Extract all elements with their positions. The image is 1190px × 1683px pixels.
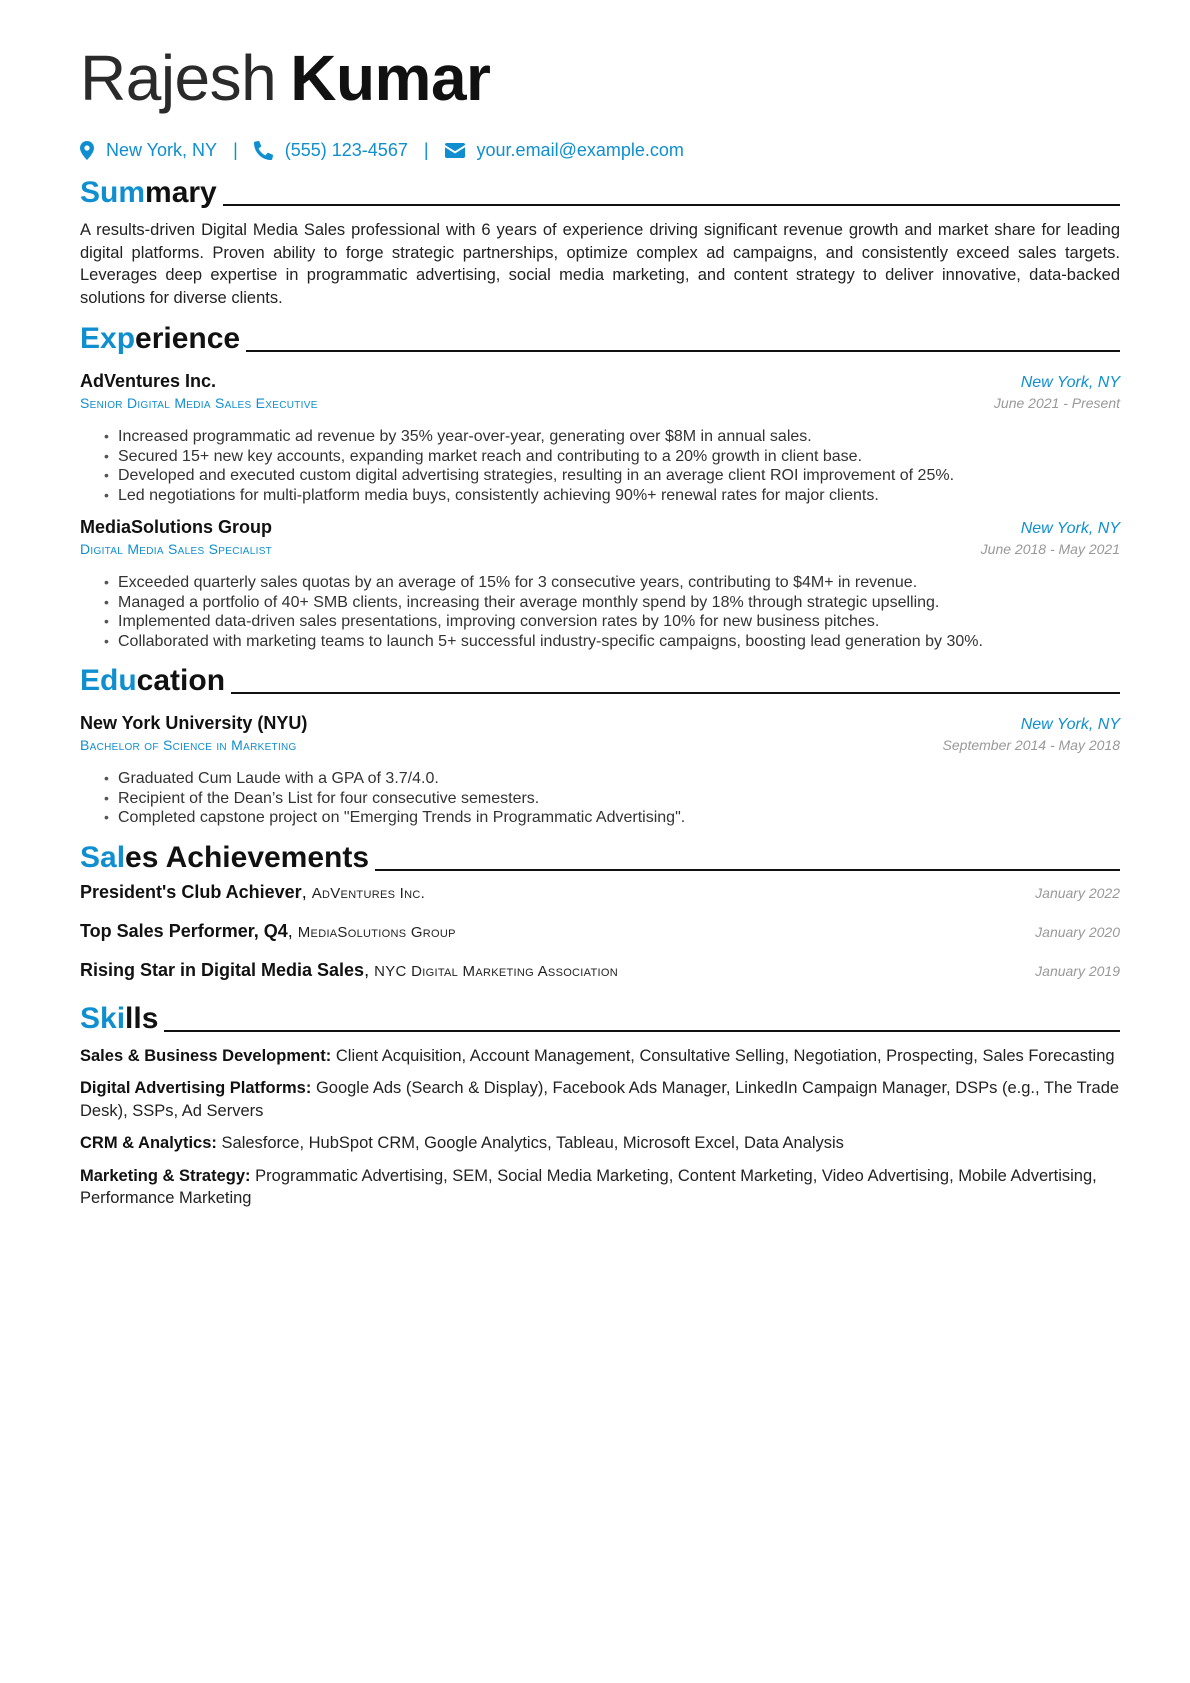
skill-label: Digital Advertising Platforms: — [80, 1079, 312, 1097]
bullet-list — [80, 427, 1120, 505]
phone-text: (555) 123-4567 — [284, 139, 408, 160]
experience-section — [80, 321, 1120, 651]
list-item: • Graduated Cum Laude with a GPA of 3.7/4.0. — [104, 769, 1120, 789]
list-item: • Increased programmatic ad revenue by 35% year-over-year, generating over $8M in annual sales. — [104, 427, 1120, 447]
email-link[interactable]: your.email@example.com — [476, 139, 684, 160]
list-item: • Collaborated with marketing teams to launch 5+ successful industry-specific campaigns, boosting lead generation by 30%. — [104, 632, 1120, 652]
first-name: Rajesh — [80, 42, 277, 114]
achievement-title: Rising Star in Digital Media Sales — [80, 959, 365, 980]
section-title: Experience — [80, 322, 241, 355]
section-heading — [80, 175, 1120, 211]
section-rule — [246, 350, 1120, 352]
education-entry — [80, 713, 1120, 828]
entry-date: September 2014 - May 2018 — [942, 737, 1120, 753]
list-item: • Implemented data-driven sales presentations, improving conversion rates by 10% for new business pitches. — [104, 612, 1120, 632]
achievement-date: January 2019 — [1035, 962, 1120, 979]
contact-separator: | — [423, 139, 429, 160]
skill-row — [80, 1165, 1120, 1210]
skill-label: Marketing & Strategy: — [80, 1166, 251, 1185]
map-marker-icon — [80, 141, 94, 160]
list-item: • Completed capstone project on "Emerging Trends in Programmatic Advertising". — [104, 808, 1120, 828]
achievements-section — [80, 840, 1120, 999]
skill-label: CRM & Analytics: — [80, 1134, 217, 1152]
section-rule — [223, 204, 1120, 206]
summary-text: A results-driven Digital Media Sales professional with 6 years of experience driving significant revenue growth and market share for leading digital platforms. Proven ability to forge strategic partnerships, optimize complex ad campaigns, and consistently exceed sales targets. Leverages deep expertise in programmatic advertising, social media marketing, and content strategy to deliver innovative, data-backed solutions for diverse clients. — [80, 221, 1120, 307]
section-title: Skills — [80, 1001, 159, 1035]
achievement-date: January 2022 — [1035, 884, 1120, 901]
summary-section — [80, 175, 1120, 309]
list-item: • Developed and executed custom digital advertising strategies, resulting in an average client ROI improvement of 25%. — [104, 466, 1120, 486]
section-heading — [80, 663, 1120, 699]
entry-location: New York, NY — [1020, 520, 1120, 537]
candidate-name — [80, 38, 1120, 118]
skill-row — [80, 1045, 1120, 1068]
section-heading — [80, 840, 1120, 876]
resume-page — [80, 38, 1120, 1210]
list-item: • Secured 15+ new key accounts, expanding market reach and contributing to a 20% growth in client base. — [104, 447, 1120, 467]
list-item: • Exceeded quarterly sales quotas by an average of 15% for 3 consecutive years, contributing to $4M+ in revenue. — [104, 573, 1120, 593]
job-title: Senior Digital Media Sales Executive — [80, 395, 318, 411]
last-name: Kumar — [290, 42, 491, 114]
entry-date: June 2018 - May 2021 — [980, 541, 1120, 557]
skill-value: Programmatic Advertising, SEM, Social Media Marketing, Content Marketing, Video Advertising, Mobile Advertising, Performance Marketing — [80, 1166, 1097, 1207]
contact-separator: | — [233, 139, 238, 160]
achievement-org: MediaSolutions Group — [297, 923, 456, 941]
experience-entry — [80, 371, 1120, 505]
achievement-item: Rising Star in Digital Media Sales, NYC Digital Marketing Association January 2019 — [80, 959, 1120, 980]
section-title: Sales Achievements — [80, 840, 370, 874]
list-item: • Led negotiations for multi-platform media buys, consistently achieving 90%+ renewal rates for major clients. — [104, 486, 1120, 506]
section-rule — [231, 692, 1120, 694]
section-rule — [375, 869, 1120, 871]
job-title: Digital Media Sales Specialist — [80, 541, 273, 557]
education-section — [80, 663, 1120, 828]
bullet-list — [80, 573, 1120, 651]
bullet-list — [80, 769, 1120, 828]
experience-entry — [80, 517, 1120, 651]
entry-location: New York, NY — [1020, 374, 1120, 391]
company-name: AdVentures Inc. — [80, 371, 217, 391]
phone-icon — [254, 141, 273, 160]
achievement-org: NYC Digital Marketing Association — [374, 962, 618, 980]
skill-row — [80, 1077, 1120, 1122]
envelope-icon — [445, 143, 465, 158]
achievement-org: AdVentures Inc. — [311, 884, 426, 902]
skill-value: Client Acquisition, Account Management, Consultative Selling, Negotiation, Prospecting, Sales Forecasting — [335, 1046, 1115, 1065]
location-text: New York, NY — [106, 139, 218, 160]
achievement-title: Top Sales Performer, Q4 — [80, 920, 288, 941]
achievement-item: President's Club Achiever, AdVentures Inc. January 2022 — [80, 881, 1120, 902]
section-heading — [80, 1001, 1120, 1037]
achievement-title: President's Club Achiever — [80, 881, 302, 902]
entry-location: New York, NY — [1020, 716, 1120, 733]
company-name: MediaSolutions Group — [80, 517, 272, 537]
degree: Bachelor of Science in Marketing — [80, 737, 297, 753]
section-heading — [80, 321, 1120, 357]
skills-section — [80, 1001, 1120, 1210]
school-name: New York University (NYU) — [80, 713, 308, 733]
skill-row — [80, 1132, 1120, 1155]
skill-value: Salesforce, HubSpot CRM, Google Analytics, Tableau, Microsoft Excel, Data Analysis — [221, 1134, 844, 1152]
section-rule — [164, 1030, 1120, 1032]
achievement-item: Top Sales Performer, Q4, MediaSolutions Group January 2020 — [80, 920, 1120, 941]
achievement-date: January 2020 — [1035, 923, 1120, 940]
section-title: Education — [80, 664, 226, 697]
skill-label: Sales & Business Development: — [80, 1046, 332, 1065]
list-item: • Managed a portfolio of 40+ SMB clients, increasing their average monthly spend by 18% through strategic upselling. — [104, 593, 1120, 613]
skill-value: Google Ads (Search & Display), Facebook Ads Manager, LinkedIn Campaign Manager, DSPs (e.g., The Trade Desk), SSPs, Ad Servers — [80, 1079, 1120, 1120]
list-item: • Recipient of the Dean’s List for four consecutive semesters. — [104, 789, 1120, 809]
entry-date: June 2021 - Present — [993, 395, 1120, 411]
section-title: Summary — [80, 176, 217, 209]
contact-bar — [80, 137, 1120, 163]
